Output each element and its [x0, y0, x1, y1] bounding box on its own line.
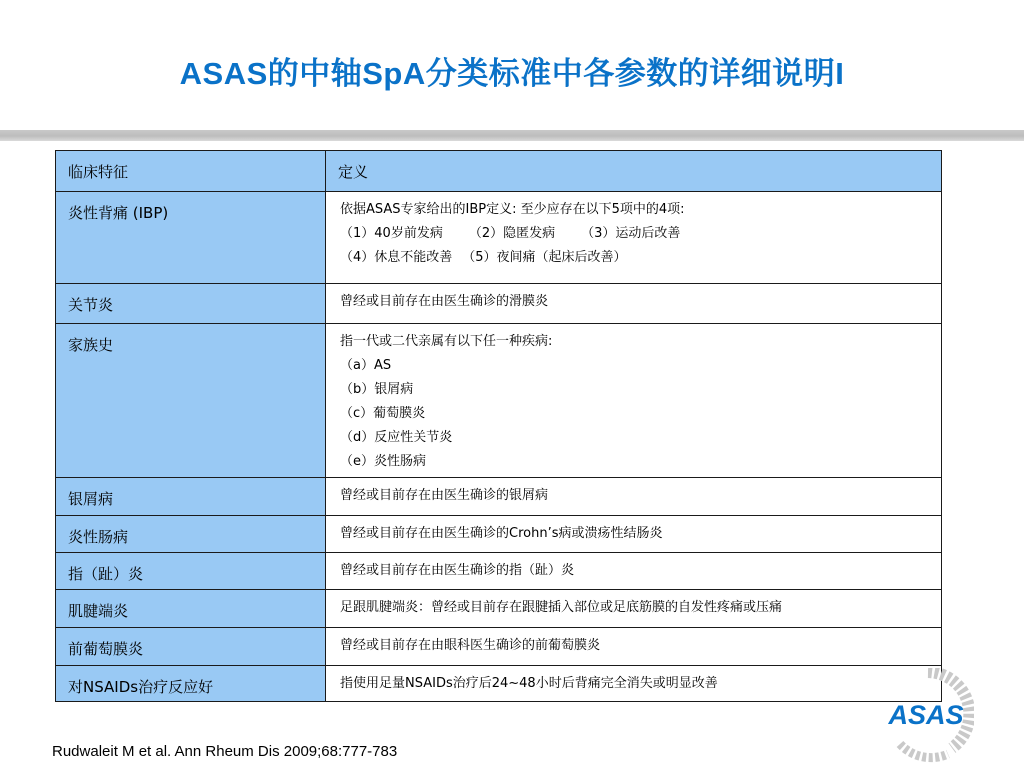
feature-cell: 炎性背痛 (IBP)	[56, 192, 326, 284]
definition-line: 曾经或目前存在由医生确诊的Crohn’s病或溃疡性结肠炎	[340, 526, 663, 541]
header-definition: 定义	[326, 151, 942, 192]
feature-cell: 前葡萄膜炎	[56, 628, 326, 666]
definition-line: 指使用足量NSAIDs治疗后24~48小时后背痛完全消失或明显改善	[340, 676, 718, 691]
criterion-item: （4）休息不能改善	[340, 250, 453, 265]
header-feature: 临床特征	[56, 151, 326, 192]
definition-cell	[326, 553, 942, 590]
feature-cell: 关节炎	[56, 284, 326, 324]
feature-cell: 银屑病	[56, 478, 326, 516]
criterion-item: （1）40岁前发病	[340, 226, 443, 241]
definition-line: （a）AS	[340, 358, 392, 373]
asas-logo	[874, 668, 974, 764]
definition-cell	[326, 590, 942, 628]
definition-cell	[326, 324, 942, 478]
table-row	[56, 590, 942, 628]
criterion-item: （5）夜间痛（起床后改善）	[462, 250, 627, 265]
definition-cell	[326, 478, 942, 516]
feature-cell: 炎性肠病	[56, 516, 326, 553]
definition-line: 指一代或二代亲属有以下任一种疾病:	[340, 334, 553, 349]
definition-line: 曾经或目前存在由医生确诊的银屑病	[340, 488, 549, 503]
table-row	[56, 478, 942, 516]
table-row	[56, 284, 942, 324]
definition-cell	[326, 284, 942, 324]
feature-cell: 指（趾）炎	[56, 553, 326, 590]
definition-line: 足跟肌腱端炎：曾经或目前存在跟腱插入部位或足底筋膜的自发性疼痛或压痛	[340, 600, 783, 615]
table-row	[56, 628, 942, 666]
title-divider	[0, 130, 1024, 141]
definition-cell	[326, 516, 942, 553]
table-row	[56, 324, 942, 478]
slide-title: ASAS的中轴SpA分类标准中各参数的详细说明I	[179, 56, 845, 91]
definition-line: 曾经或目前存在由眼科医生确诊的前葡萄膜炎	[340, 638, 601, 653]
parameters-table	[55, 150, 942, 702]
definition-cell	[326, 666, 942, 702]
feature-cell: 家族史	[56, 324, 326, 478]
definition-cell	[326, 192, 942, 284]
criterion-item: （3）运动后改善	[581, 226, 681, 241]
table-row	[56, 553, 942, 590]
definition-line: （b）银屑病	[340, 382, 414, 397]
definition-line	[340, 246, 941, 270]
definition-line: （c）葡萄膜炎	[340, 406, 426, 421]
criterion-item: （2）隐匿发病	[468, 226, 556, 241]
definition-line: 依据ASAS专家给出的IBP定义: 至少应存在以下5项中的4项:	[340, 202, 685, 217]
table-header-row	[56, 151, 942, 192]
table-row	[56, 192, 942, 284]
feature-cell: 对NSAIDs治疗反应好	[56, 666, 326, 702]
feature-cell: 肌腱端炎	[56, 590, 326, 628]
definition-cell	[326, 628, 942, 666]
citation: Rudwaleit M et al. Ann Rheum Dis 2009;68:777-783	[52, 743, 398, 760]
asas-logo-text: ASAS	[888, 700, 964, 730]
definition-line: 曾经或目前存在由医生确诊的指（趾）炎	[340, 563, 575, 578]
definition-line: 曾经或目前存在由医生确诊的滑膜炎	[340, 294, 549, 309]
table-row	[56, 516, 942, 553]
definition-line: （d）反应性关节炎	[340, 430, 453, 445]
definition-line: （e）炎性肠病	[340, 454, 426, 469]
table-row	[56, 666, 942, 702]
asas-logo-icon	[874, 668, 974, 764]
definition-line	[340, 222, 941, 246]
